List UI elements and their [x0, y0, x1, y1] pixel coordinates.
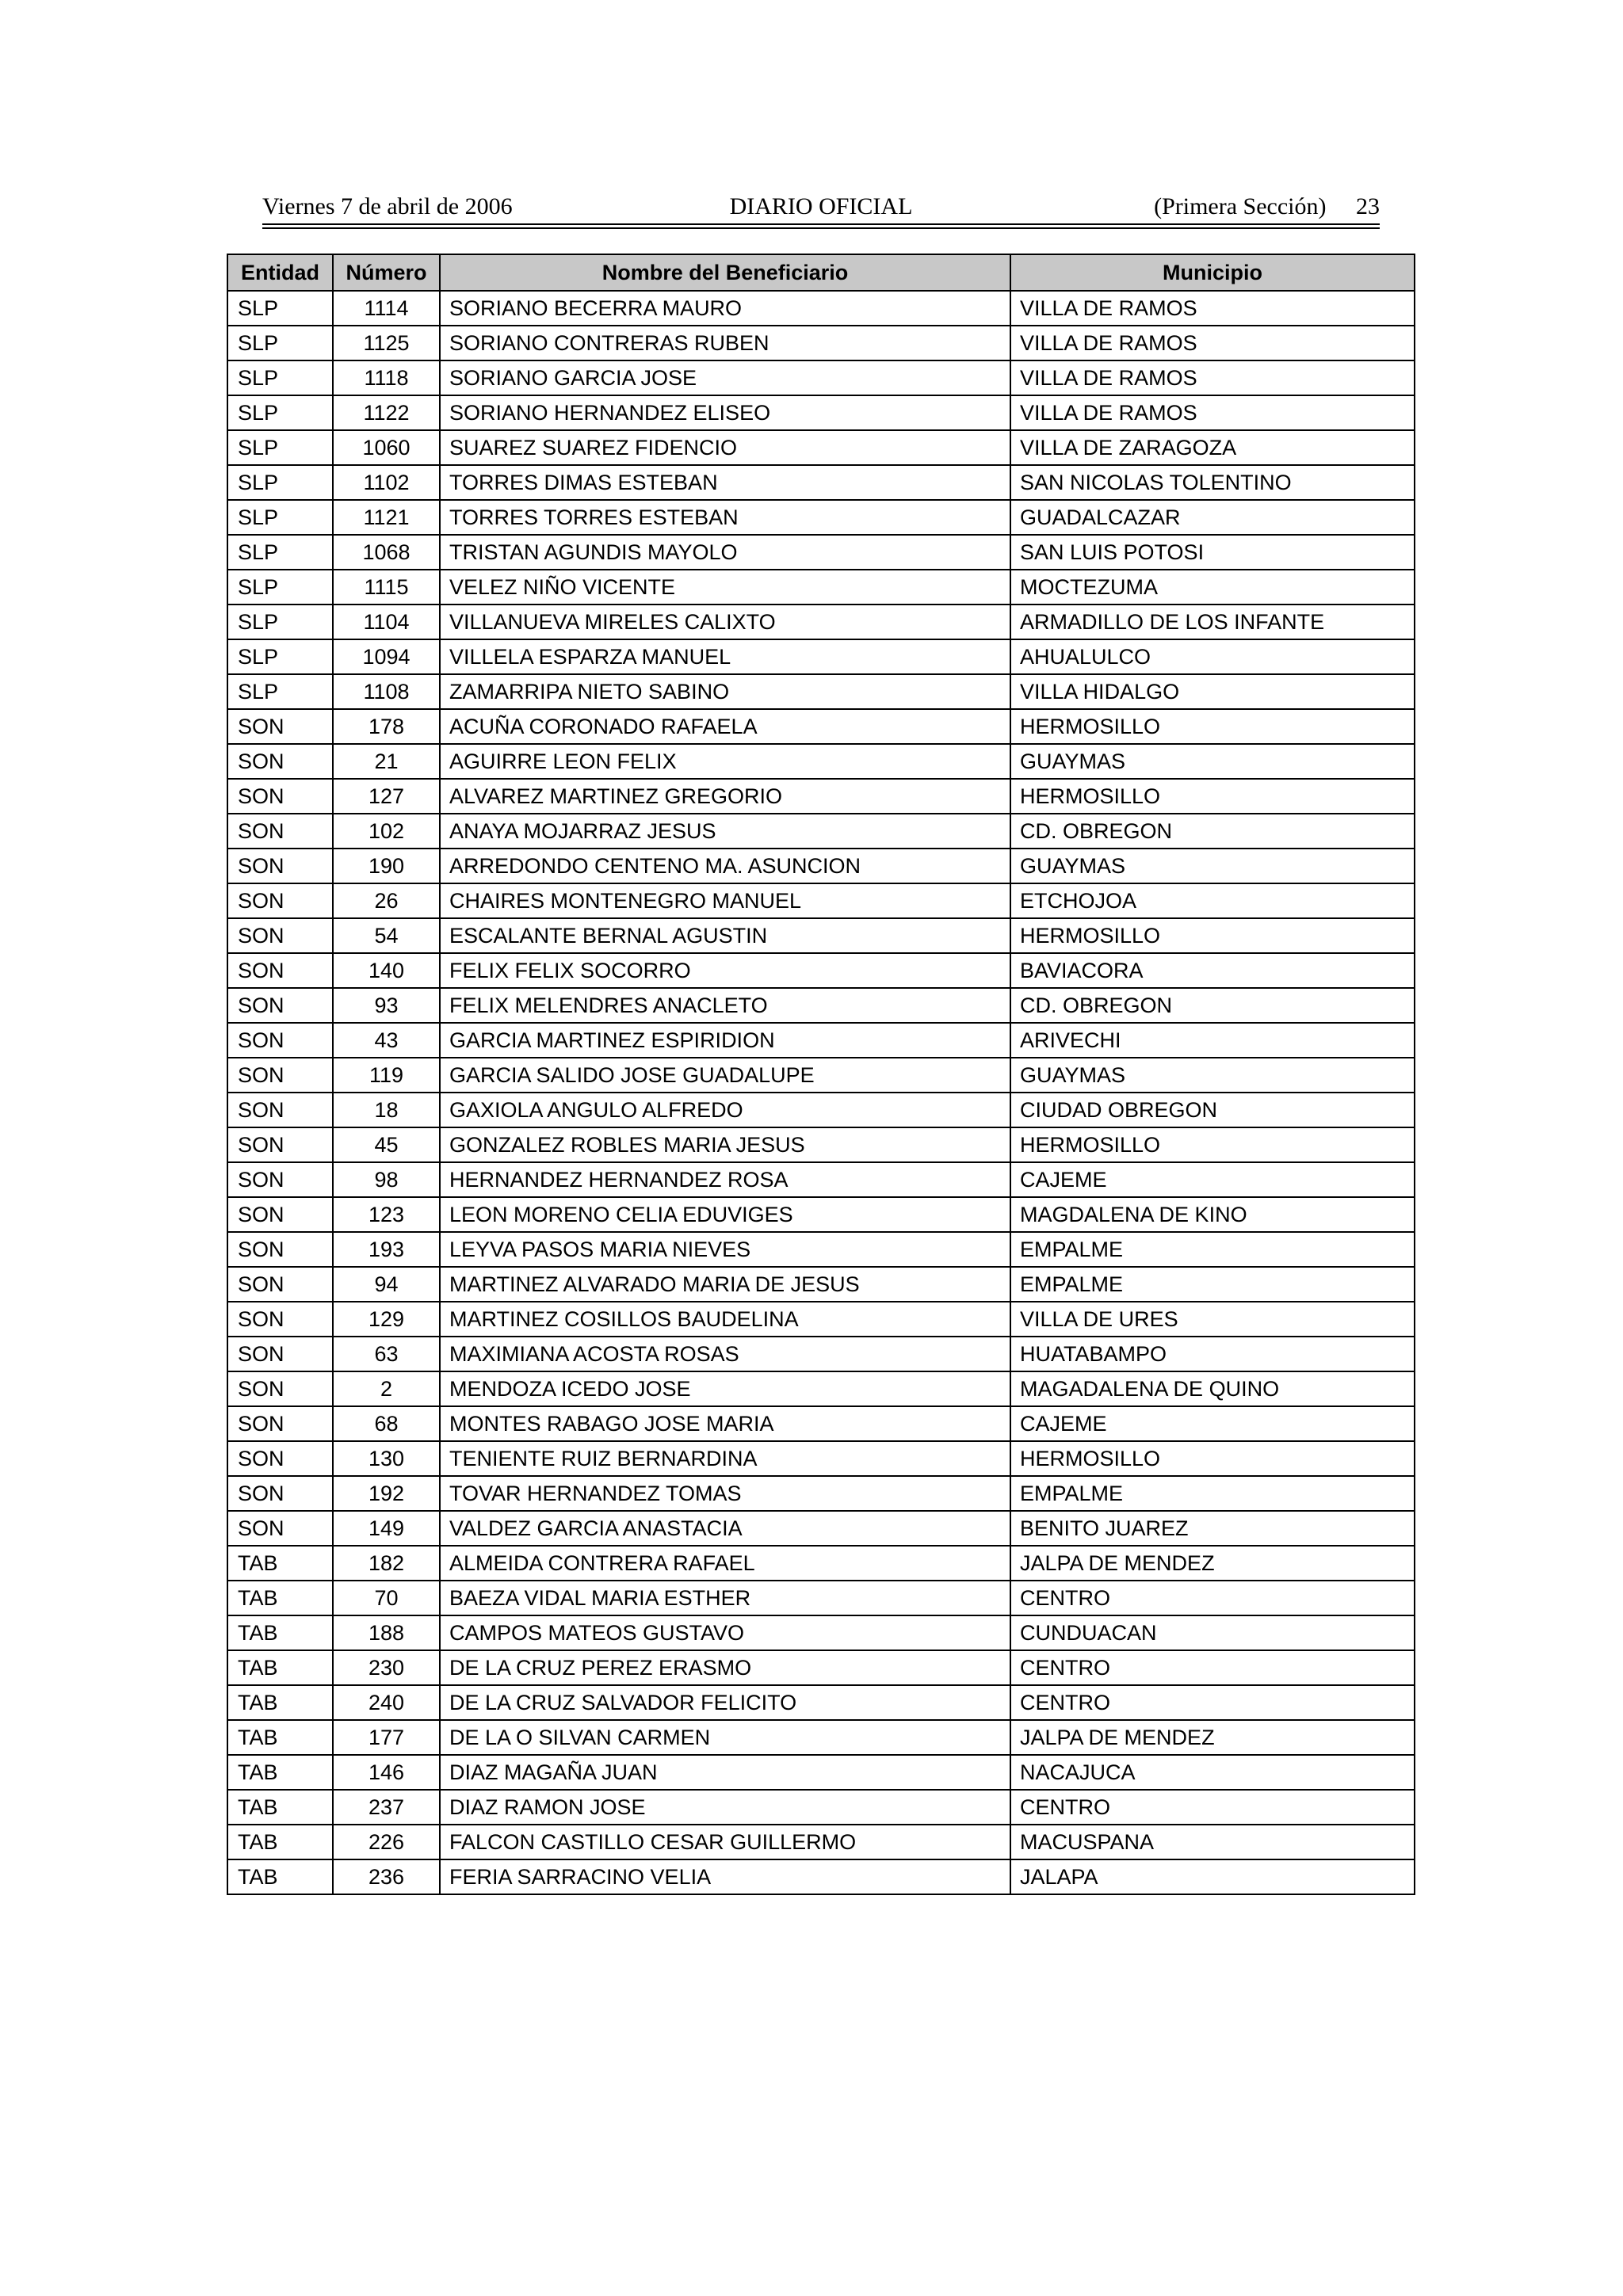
- beneficiary-name-cell: CAMPOS MATEOS GUSTAVO: [440, 1615, 1010, 1650]
- header-section-page: [1154, 190, 1380, 223]
- entidad-cell: SON: [227, 1337, 333, 1371]
- municipio-cell: GUAYMAS: [1010, 744, 1415, 779]
- entidad-cell: SON: [227, 779, 333, 814]
- table-row: [227, 1581, 1415, 1615]
- beneficiary-name-cell: LEON MORENO CELIA EDUVIGES: [440, 1197, 1010, 1232]
- municipio-cell: JALPA DE MENDEZ: [1010, 1720, 1415, 1755]
- table-row: [227, 1197, 1415, 1232]
- beneficiary-name-cell: ESCALANTE BERNAL AGUSTIN: [440, 918, 1010, 953]
- beneficiary-name-cell: LEYVA PASOS MARIA NIEVES: [440, 1232, 1010, 1267]
- numero-cell: 193: [333, 1232, 440, 1267]
- entidad-cell: SON: [227, 1093, 333, 1127]
- table-row: [227, 1023, 1415, 1058]
- beneficiary-name-cell: DE LA CRUZ SALVADOR FELICITO: [440, 1685, 1010, 1720]
- column-header-entidad: Entidad: [227, 254, 333, 291]
- municipio-cell: HERMOSILLO: [1010, 779, 1415, 814]
- beneficiary-table: [227, 254, 1415, 1895]
- table-row: [227, 360, 1415, 395]
- beneficiary-name-cell: VELEZ NIÑO VICENTE: [440, 570, 1010, 605]
- numero-cell: 1102: [333, 465, 440, 500]
- municipio-cell: CAJEME: [1010, 1162, 1415, 1197]
- numero-cell: 93: [333, 988, 440, 1023]
- beneficiary-name-cell: SUAREZ SUAREZ FIDENCIO: [440, 430, 1010, 465]
- entidad-cell: TAB: [227, 1581, 333, 1615]
- municipio-cell: ETCHOJOA: [1010, 883, 1415, 918]
- table-row: [227, 1790, 1415, 1825]
- numero-cell: 236: [333, 1859, 440, 1894]
- numero-cell: 182: [333, 1546, 440, 1581]
- table-body: [227, 291, 1415, 1894]
- entidad-cell: SLP: [227, 395, 333, 430]
- municipio-cell: MAGDALENA DE KINO: [1010, 1197, 1415, 1232]
- page-number: 23: [1356, 193, 1380, 219]
- municipio-cell: MOCTEZUMA: [1010, 570, 1415, 605]
- entidad-cell: SON: [227, 988, 333, 1023]
- beneficiary-name-cell: FALCON CASTILLO CESAR GUILLERMO: [440, 1825, 1010, 1859]
- table-row: [227, 1406, 1415, 1441]
- municipio-cell: JALAPA: [1010, 1859, 1415, 1894]
- table-row: [227, 1162, 1415, 1197]
- entidad-cell: SON: [227, 1371, 333, 1406]
- numero-cell: 127: [333, 779, 440, 814]
- municipio-cell: BAVIACORA: [1010, 953, 1415, 988]
- entidad-cell: SON: [227, 744, 333, 779]
- numero-cell: 177: [333, 1720, 440, 1755]
- municipio-cell: ARMADILLO DE LOS INFANTE: [1010, 605, 1415, 639]
- table-row: [227, 1546, 1415, 1581]
- table-row: [227, 326, 1415, 360]
- municipio-cell: CUNDUACAN: [1010, 1615, 1415, 1650]
- table-row: [227, 883, 1415, 918]
- table-row: [227, 1127, 1415, 1162]
- entidad-cell: SLP: [227, 360, 333, 395]
- municipio-cell: VILLA DE ZARAGOZA: [1010, 430, 1415, 465]
- numero-cell: 1068: [333, 535, 440, 570]
- header-section: (Primera Sección): [1154, 193, 1327, 219]
- numero-cell: 140: [333, 953, 440, 988]
- municipio-cell: CAJEME: [1010, 1406, 1415, 1441]
- beneficiary-name-cell: SORIANO BECERRA MAURO: [440, 291, 1010, 326]
- entidad-cell: SLP: [227, 465, 333, 500]
- beneficiary-name-cell: GARCIA MARTINEZ ESPIRIDION: [440, 1023, 1010, 1058]
- column-header-numero: Número: [333, 254, 440, 291]
- table-row: [227, 674, 1415, 709]
- beneficiary-name-cell: TOVAR HERNANDEZ TOMAS: [440, 1476, 1010, 1511]
- entidad-cell: SLP: [227, 674, 333, 709]
- numero-cell: 26: [333, 883, 440, 918]
- entidad-cell: SON: [227, 849, 333, 883]
- entidad-cell: TAB: [227, 1685, 333, 1720]
- table-header-row: [227, 254, 1415, 291]
- municipio-cell: VILLA HIDALGO: [1010, 674, 1415, 709]
- numero-cell: 1122: [333, 395, 440, 430]
- beneficiary-name-cell: FERIA SARRACINO VELIA: [440, 1859, 1010, 1894]
- municipio-cell: MAGADALENA DE QUINO: [1010, 1371, 1415, 1406]
- numero-cell: 192: [333, 1476, 440, 1511]
- entidad-cell: SON: [227, 1162, 333, 1197]
- table-row: [227, 1371, 1415, 1406]
- numero-cell: 129: [333, 1302, 440, 1337]
- numero-cell: 63: [333, 1337, 440, 1371]
- entidad-cell: SON: [227, 1197, 333, 1232]
- numero-cell: 188: [333, 1615, 440, 1650]
- table-row: [227, 1337, 1415, 1371]
- table-row: [227, 291, 1415, 326]
- municipio-cell: VILLA DE URES: [1010, 1302, 1415, 1337]
- entidad-cell: SON: [227, 1406, 333, 1441]
- table-row: [227, 988, 1415, 1023]
- column-header-nombre: Nombre del Beneficiario: [440, 254, 1010, 291]
- table-row: [227, 1755, 1415, 1790]
- municipio-cell: ARIVECHI: [1010, 1023, 1415, 1058]
- municipio-cell: VILLA DE RAMOS: [1010, 326, 1415, 360]
- table-row: [227, 465, 1415, 500]
- municipio-cell: JALPA DE MENDEZ: [1010, 1546, 1415, 1581]
- municipio-cell: CENTRO: [1010, 1685, 1415, 1720]
- entidad-cell: TAB: [227, 1859, 333, 1894]
- table-row: [227, 1720, 1415, 1755]
- municipio-cell: CD. OBREGON: [1010, 814, 1415, 849]
- municipio-cell: HERMOSILLO: [1010, 1441, 1415, 1476]
- beneficiary-name-cell: VALDEZ GARCIA ANASTACIA: [440, 1511, 1010, 1546]
- municipio-cell: VILLA DE RAMOS: [1010, 395, 1415, 430]
- header-rule-bottom: [262, 227, 1380, 229]
- numero-cell: 1104: [333, 605, 440, 639]
- beneficiary-name-cell: SORIANO HERNANDEZ ELISEO: [440, 395, 1010, 430]
- table-row: [227, 1615, 1415, 1650]
- numero-cell: 21: [333, 744, 440, 779]
- municipio-cell: NACAJUCA: [1010, 1755, 1415, 1790]
- entidad-cell: SON: [227, 883, 333, 918]
- municipio-cell: SAN NICOLAS TOLENTINO: [1010, 465, 1415, 500]
- numero-cell: 102: [333, 814, 440, 849]
- beneficiary-name-cell: GONZALEZ ROBLES MARIA JESUS: [440, 1127, 1010, 1162]
- numero-cell: 45: [333, 1127, 440, 1162]
- entidad-cell: SON: [227, 1476, 333, 1511]
- numero-cell: 130: [333, 1441, 440, 1476]
- beneficiary-name-cell: GARCIA SALIDO JOSE GUADALUPE: [440, 1058, 1010, 1093]
- numero-cell: 1125: [333, 326, 440, 360]
- numero-cell: 230: [333, 1650, 440, 1685]
- table-row: [227, 639, 1415, 674]
- header-date: Viernes 7 de abril de 2006: [262, 193, 513, 219]
- municipio-cell: BENITO JUAREZ: [1010, 1511, 1415, 1546]
- municipio-cell: SAN LUIS POTOSI: [1010, 535, 1415, 570]
- numero-cell: 1118: [333, 360, 440, 395]
- entidad-cell: SON: [227, 1058, 333, 1093]
- entidad-cell: SLP: [227, 639, 333, 674]
- entidad-cell: TAB: [227, 1650, 333, 1685]
- municipio-cell: GUADALCAZAR: [1010, 500, 1415, 535]
- beneficiary-name-cell: ANAYA MOJARRAZ JESUS: [440, 814, 1010, 849]
- beneficiary-name-cell: ARREDONDO CENTENO MA. ASUNCION: [440, 849, 1010, 883]
- table-row: [227, 430, 1415, 465]
- entidad-cell: SON: [227, 709, 333, 744]
- numero-cell: 2: [333, 1371, 440, 1406]
- entidad-cell: TAB: [227, 1615, 333, 1650]
- beneficiary-name-cell: GAXIOLA ANGULO ALFREDO: [440, 1093, 1010, 1127]
- beneficiary-name-cell: MARTINEZ ALVARADO MARIA DE JESUS: [440, 1267, 1010, 1302]
- beneficiary-name-cell: HERNANDEZ HERNANDEZ ROSA: [440, 1162, 1010, 1197]
- table-row: [227, 1232, 1415, 1267]
- municipio-cell: CENTRO: [1010, 1650, 1415, 1685]
- municipio-cell: HUATABAMPO: [1010, 1337, 1415, 1371]
- municipio-cell: VILLA DE RAMOS: [1010, 360, 1415, 395]
- beneficiary-name-cell: FELIX MELENDRES ANACLETO: [440, 988, 1010, 1023]
- entidad-cell: TAB: [227, 1546, 333, 1581]
- municipio-cell: CENTRO: [1010, 1790, 1415, 1825]
- entidad-cell: SLP: [227, 500, 333, 535]
- table-row: [227, 570, 1415, 605]
- table-row: [227, 1511, 1415, 1546]
- municipio-cell: HERMOSILLO: [1010, 709, 1415, 744]
- beneficiary-name-cell: SORIANO CONTRERAS RUBEN: [440, 326, 1010, 360]
- beneficiary-name-cell: ALMEIDA CONTRERA RAFAEL: [440, 1546, 1010, 1581]
- beneficiary-name-cell: DIAZ MAGAÑA JUAN: [440, 1755, 1010, 1790]
- publication-title: DIARIO OFICIAL: [729, 193, 913, 219]
- table-row: [227, 1859, 1415, 1894]
- entidad-cell: SON: [227, 1127, 333, 1162]
- entidad-cell: SLP: [227, 570, 333, 605]
- table-row: [227, 953, 1415, 988]
- beneficiary-name-cell: ACUÑA CORONADO RAFAELA: [440, 709, 1010, 744]
- beneficiary-name-cell: ZAMARRIPA NIETO SABINO: [440, 674, 1010, 709]
- table-row: [227, 709, 1415, 744]
- entidad-cell: SON: [227, 814, 333, 849]
- beneficiary-name-cell: TENIENTE RUIZ BERNARDINA: [440, 1441, 1010, 1476]
- entidad-cell: SLP: [227, 535, 333, 570]
- entidad-cell: TAB: [227, 1755, 333, 1790]
- municipio-cell: CD. OBREGON: [1010, 988, 1415, 1023]
- numero-cell: 240: [333, 1685, 440, 1720]
- numero-cell: 146: [333, 1755, 440, 1790]
- table-row: [227, 918, 1415, 953]
- beneficiary-name-cell: DE LA CRUZ PEREZ ERASMO: [440, 1650, 1010, 1685]
- table-row: [227, 1093, 1415, 1127]
- beneficiary-name-cell: MONTES RABAGO JOSE MARIA: [440, 1406, 1010, 1441]
- numero-cell: 43: [333, 1023, 440, 1058]
- municipio-cell: HERMOSILLO: [1010, 918, 1415, 953]
- numero-cell: 178: [333, 709, 440, 744]
- municipio-cell: AHUALULCO: [1010, 639, 1415, 674]
- numero-cell: 68: [333, 1406, 440, 1441]
- beneficiary-name-cell: DE LA O SILVAN CARMEN: [440, 1720, 1010, 1755]
- entidad-cell: SLP: [227, 291, 333, 326]
- entidad-cell: SLP: [227, 605, 333, 639]
- entidad-cell: TAB: [227, 1720, 333, 1755]
- table-row: [227, 1302, 1415, 1337]
- beneficiary-name-cell: MENDOZA ICEDO JOSE: [440, 1371, 1010, 1406]
- beneficiary-name-cell: TRISTAN AGUNDIS MAYOLO: [440, 535, 1010, 570]
- numero-cell: 123: [333, 1197, 440, 1232]
- municipio-cell: GUAYMAS: [1010, 1058, 1415, 1093]
- table-row: [227, 1058, 1415, 1093]
- entidad-cell: SON: [227, 1023, 333, 1058]
- beneficiary-name-cell: AGUIRRE LEON FELIX: [440, 744, 1010, 779]
- beneficiary-name-cell: ALVAREZ MARTINEZ GREGORIO: [440, 779, 1010, 814]
- numero-cell: 1114: [333, 291, 440, 326]
- numero-cell: 54: [333, 918, 440, 953]
- beneficiary-name-cell: VILLANUEVA MIRELES CALIXTO: [440, 605, 1010, 639]
- beneficiary-name-cell: TORRES TORRES ESTEBAN: [440, 500, 1010, 535]
- numero-cell: 1115: [333, 570, 440, 605]
- column-header-municipio: Municipio: [1010, 254, 1415, 291]
- page-header: [262, 190, 1380, 223]
- numero-cell: 226: [333, 1825, 440, 1859]
- entidad-cell: SON: [227, 1267, 333, 1302]
- table-row: [227, 535, 1415, 570]
- numero-cell: 237: [333, 1790, 440, 1825]
- numero-cell: 1094: [333, 639, 440, 674]
- numero-cell: 1121: [333, 500, 440, 535]
- numero-cell: 149: [333, 1511, 440, 1546]
- numero-cell: 70: [333, 1581, 440, 1615]
- entidad-cell: SON: [227, 1441, 333, 1476]
- beneficiary-name-cell: BAEZA VIDAL MARIA ESTHER: [440, 1581, 1010, 1615]
- numero-cell: 119: [333, 1058, 440, 1093]
- beneficiary-name-cell: MAXIMIANA ACOSTA ROSAS: [440, 1337, 1010, 1371]
- beneficiary-name-cell: DIAZ RAMON JOSE: [440, 1790, 1010, 1825]
- numero-cell: 1108: [333, 674, 440, 709]
- table-row: [227, 1441, 1415, 1476]
- numero-cell: 98: [333, 1162, 440, 1197]
- table-row: [227, 1650, 1415, 1685]
- entidad-cell: SLP: [227, 326, 333, 360]
- municipio-cell: EMPALME: [1010, 1267, 1415, 1302]
- table-row: [227, 500, 1415, 535]
- municipio-cell: HERMOSILLO: [1010, 1127, 1415, 1162]
- entidad-cell: SON: [227, 1232, 333, 1267]
- beneficiary-name-cell: SORIANO GARCIA JOSE: [440, 360, 1010, 395]
- municipio-cell: GUAYMAS: [1010, 849, 1415, 883]
- entidad-cell: SON: [227, 1302, 333, 1337]
- municipio-cell: MACUSPANA: [1010, 1825, 1415, 1859]
- table-row: [227, 395, 1415, 430]
- entidad-cell: SON: [227, 918, 333, 953]
- municipio-cell: CENTRO: [1010, 1581, 1415, 1615]
- entidad-cell: SLP: [227, 430, 333, 465]
- entidad-cell: TAB: [227, 1790, 333, 1825]
- municipio-cell: EMPALME: [1010, 1232, 1415, 1267]
- table-row: [227, 814, 1415, 849]
- table-row: [227, 1825, 1415, 1859]
- header-rule-top: [262, 223, 1380, 225]
- beneficiary-name-cell: TORRES DIMAS ESTEBAN: [440, 465, 1010, 500]
- beneficiary-name-cell: FELIX FELIX SOCORRO: [440, 953, 1010, 988]
- beneficiary-name-cell: VILLELA ESPARZA MANUEL: [440, 639, 1010, 674]
- table-row: [227, 605, 1415, 639]
- municipio-cell: EMPALME: [1010, 1476, 1415, 1511]
- entidad-cell: SON: [227, 1511, 333, 1546]
- table-row: [227, 779, 1415, 814]
- beneficiary-name-cell: MARTINEZ COSILLOS BAUDELINA: [440, 1302, 1010, 1337]
- table-row: [227, 1476, 1415, 1511]
- table-row: [227, 1685, 1415, 1720]
- beneficiary-name-cell: CHAIRES MONTENEGRO MANUEL: [440, 883, 1010, 918]
- municipio-cell: VILLA DE RAMOS: [1010, 291, 1415, 326]
- numero-cell: 1060: [333, 430, 440, 465]
- numero-cell: 94: [333, 1267, 440, 1302]
- numero-cell: 190: [333, 849, 440, 883]
- municipio-cell: CIUDAD OBREGON: [1010, 1093, 1415, 1127]
- table-row: [227, 1267, 1415, 1302]
- entidad-cell: TAB: [227, 1825, 333, 1859]
- numero-cell: 18: [333, 1093, 440, 1127]
- entidad-cell: SON: [227, 953, 333, 988]
- table-row: [227, 744, 1415, 779]
- table-row: [227, 849, 1415, 883]
